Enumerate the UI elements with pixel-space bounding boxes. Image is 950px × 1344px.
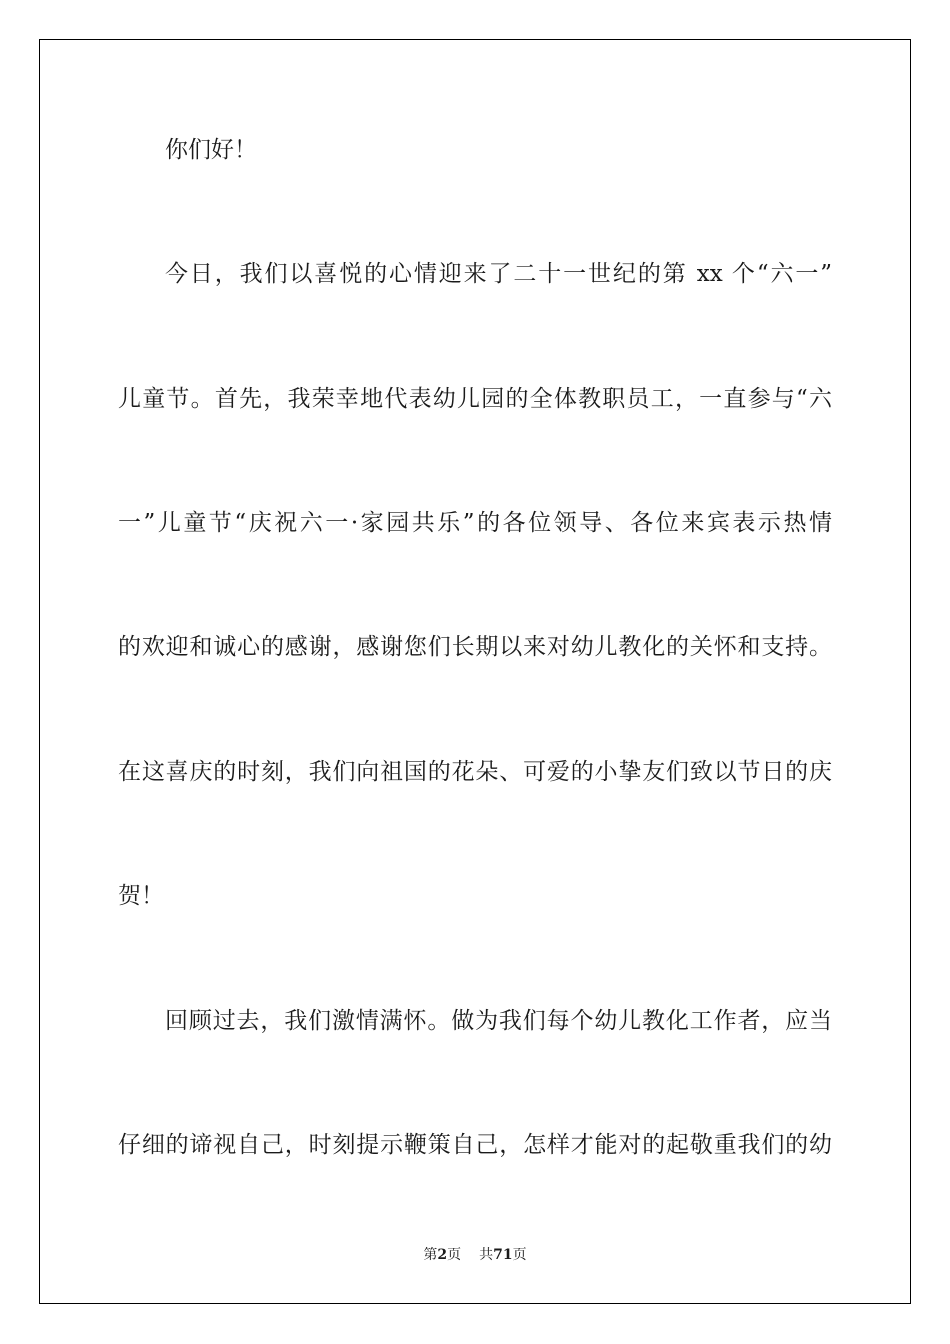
page-number: 2 [437,1247,448,1263]
page-border [39,39,911,1304]
text-line-5: 的欢迎和诚心的感谢，感谢您们长期以来对幼儿教化的关怀和支持。 [118,634,832,660]
total-prefix: 共 [479,1247,494,1263]
text-line-8: 回顾过去，我们激情满怀。做为我们每个幼儿教化工作者，应当 [165,1008,832,1034]
text-line-3: 儿童节。首先，我荣幸地代表幼儿园的全体教职员工，一直参与“六 [118,386,832,412]
text-line-1: 你们好！ [165,137,257,163]
page-suffix: 页 [447,1247,462,1263]
page-prefix: 第 [423,1247,438,1263]
text-line-9: 仔细的谛视自己，时刻提示鞭策自己，怎样才能对的起敬重我们的幼 [118,1132,832,1158]
text-line-7: 贺！ [118,883,164,909]
total-suffix: 页 [512,1247,527,1263]
page-footer [0,1245,950,1265]
text-line-4: 一”儿童节“庆祝六一·家园共乐”的各位领导、各位来宾表示热情 [118,510,832,536]
total-pages: 71 [493,1247,513,1263]
text-line-6: 在这喜庆的时刻，我们向祖国的花朵、可爱的小挚友们致以节日的庆 [118,759,832,785]
text-line-2: 今日，我们以喜悦的心情迎来了二十一世纪的第 xx 个“六一” [165,261,832,287]
